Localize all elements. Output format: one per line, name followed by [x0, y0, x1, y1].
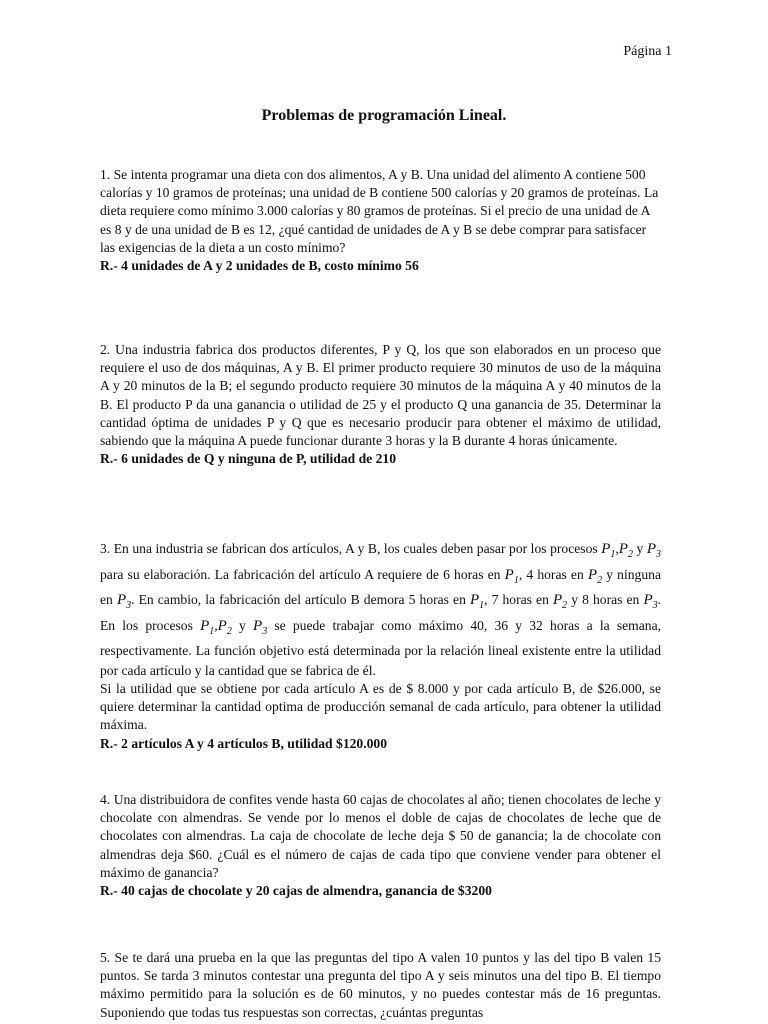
- process-p2: $P_2$: [587, 566, 603, 586]
- process-p3: $P_3$: [643, 592, 658, 611]
- problem-1-text: 1. Se intenta programar una dieta con dos alimentos, A y B. Una unidad del alimento A contiene 500 calorías y 10 gramos de proteínas; una unidad de B contiene 500 calorías y 20 gramos de proteínas. La dieta requiere como mínimo 3.000 calorías y 80 gramos de proteínas. Si el precio de una unidad de A es 8 y de una unidad de B es 12, ¿qué cantidad de unidades de A y B se debe comprar para satisfacer las exigencias de la dieta a un costo mínimo?: [100, 167, 659, 255]
- process-p2: $P_2$: [618, 541, 633, 560]
- problem-1: [100, 166, 661, 275]
- problem-3-text-8: . En los procesos: [100, 592, 662, 633]
- process-p1: $P_1$: [200, 617, 215, 637]
- process-p1: $P_1$: [504, 566, 519, 586]
- process-p3: $P_3$: [253, 617, 268, 637]
- problem-3-text-4: y ninguna en: [100, 566, 661, 607]
- problem-3-text-5: . En cambio, la fabricación del artículo B demora 5 horas en: [131, 592, 466, 607]
- problem-5: [100, 949, 661, 1022]
- problem-3-text-9: se puede trabajar como máximo 40, 36 y 32 horas a la semana, respectivamente. La función objetivo está determinada por la relación lineal existente entre la utilidad por cada artículo y la cantidad que se fabrica de él.: [100, 617, 662, 678]
- problem-3-text-6: , 7 horas en: [484, 592, 549, 607]
- page-number: Página 1: [623, 44, 672, 59]
- document-title: Problemas de programación Lineal.: [261, 107, 507, 124]
- problem-2-text: 2. Una industria fabrica dos productos diferentes, P y Q, los que son elaborados en un proceso que requiere el uso de dos máquinas, A y B. El primer producto requiere 30 minutos de uso de la máquina A y 20 minutos de la B; el segundo producto requiere 30 minutos de la máquina A y 40 minutos de la B. El producto P da una ganancia o utilidad de 25 y el producto Q una ganancia de 35. Determinar la cantidad óptima de unidades P y Q que es necesario producir para obtener el máximo de utilidad, sabiendo que la máquina A puede funcionar durante 3 horas y la B durante 4 horas únicamente.: [100, 342, 661, 449]
- process-p1: $P_1$: [601, 541, 616, 560]
- process-p3: $P_3$: [646, 541, 661, 560]
- problem-5-text: 5. Se te dará una prueba en la que las preguntas del tipo A valen 10 puntos y las del tipo B valen 15 puntos. Se tarda 3 minutos contestar una pregunta del tipo A y seis minutos una del tipo B. El tiempo máximo permitido para la solución es de 60 minutos, y no puedes contestar más de 16 preguntas. Suponiendo que todas tus respuestas son correctas, ¿cuántas preguntas: [100, 950, 661, 1020]
- problem-3-answer: R.- 2 artículos A y 4 artículos B, utilidad $120.000: [100, 735, 387, 751]
- problem-2-answer: R.- 6 unidades de Q y ninguna de P, utilidad de 210: [100, 451, 397, 467]
- process-p2: $P_2$: [552, 592, 568, 611]
- problem-3: [100, 539, 661, 753]
- problem-4: [100, 791, 661, 900]
- problem-3-text-2: para su elaboración. La fabricación del artículo A requiere de 6 horas en: [100, 566, 501, 582]
- process-p2: $P_2$: [217, 617, 232, 637]
- problem-3-text-3: , 4 horas en: [518, 566, 584, 582]
- process-p3: $P_3$: [116, 592, 132, 611]
- problem-3-text: 3. En una industria se fabrican dos artículos, A y B, los cuales deben pasar por los procesos $P_1,P_2$ y $P_3$ para su elaboración. La fabricación del artículo A requiere de 6 horas en $P_1$, 4 horas en $P_2$ y ninguna en $P_3$. En cambio, la fabricación del artículo B demora 5 horas en $P_1$, 7 horas en $P_2$ y 8 horas en $P_3$. En los procesos $P_1,P_2$ y $P_3$ se puede trabajar como máximo 40, 36 y 32 horas a la semana, respectivamente. La función objetivo está determinada por la relación lineal existente entre la utilidad por cada artículo y la cantidad que se fabrica de él.: [100, 541, 662, 678]
- problem-4-answer: R.- 40 cajas de chocolate y 20 cajas de almendra, ganancia de $3200: [100, 883, 492, 899]
- problem-3-text-continued: Si la utilidad que se obtiene por cada artículo A es de $ 8.000 y por cada artículo B, de $26.000, se quiere determinar la cantidad optima de producción semanal de cada artículo, para obtener la utilidad máxima.: [100, 681, 661, 733]
- problem-4-text: 4. Una distribuidora de confites vende hasta 60 cajas de chocolates al año; tienen chocolates de leche y chocolate con almendras. Se vende por lo menos el doble de cajas de chocolates de leche que de chocolates con almendras. La caja de chocolate de leche deja $ 50 de ganancia; la de chocolate con almendras deja $60. ¿Cuál es el número de cajas de cada tipo que conviene vender para obtener el máximo de ganancia?: [100, 792, 661, 880]
- problem-1-answer: R.- 4 unidades de A y 2 unidades de B, costo mínimo 56: [100, 258, 419, 274]
- problem-2: [100, 341, 661, 468]
- process-p1: $P_1$: [469, 592, 485, 611]
- problem-3-text-7: y 8 horas en: [567, 592, 640, 607]
- problem-3-text-1: 3. En una industria se fabrican dos artículos, A y B, los cuales deben pasar por los procesos: [100, 541, 598, 556]
